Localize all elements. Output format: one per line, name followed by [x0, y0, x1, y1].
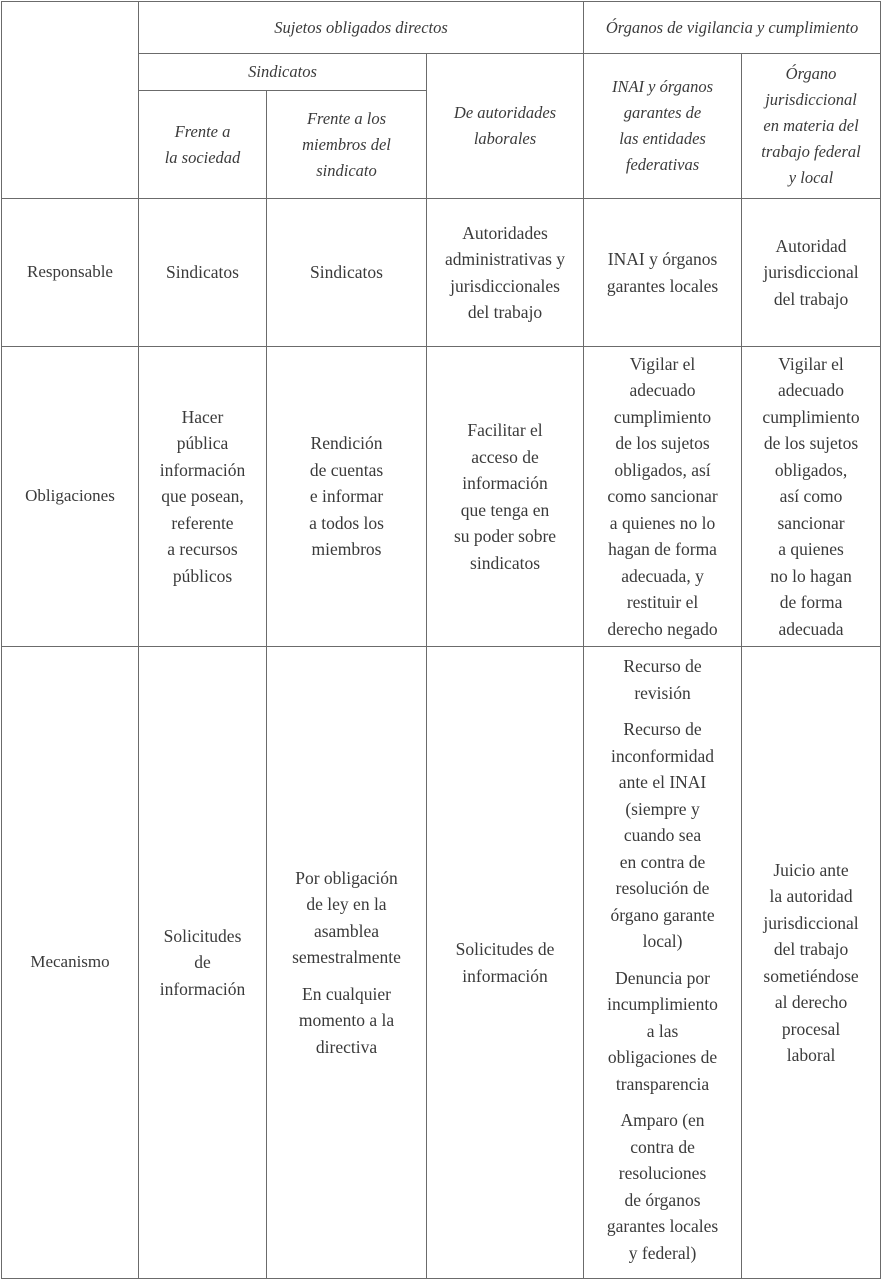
header-inai: INAI y órganos garantes de las entidades federativas: [584, 54, 742, 199]
mecanismo-inai-item: Denuncia por incumplimiento a las obligaciones de transparencia: [607, 967, 718, 1094]
row-responsable: [2, 199, 881, 347]
row-label-responsable: Responsable: [2, 199, 139, 347]
corner-cell: [2, 2, 139, 199]
cell-obligaciones-autoridades: Facilitar el acceso de información que tenga en su poder sobre sindicatos: [427, 347, 584, 647]
header-group-vigilance: Órganos de vigilancia y cumplimiento: [584, 2, 881, 54]
header-sociedad: Frente a la sociedad: [139, 91, 267, 199]
transparency-table: [1, 1, 881, 1279]
header-group-direct: Sujetos obligados directos: [139, 2, 584, 54]
row-mecanismo: [2, 647, 881, 1279]
cell-responsable-autoridades: Autoridades administrativas y jurisdiccionales del trabajo: [427, 199, 584, 347]
cell-responsable-organo: Autoridad jurisdiccional del trabajo: [742, 199, 881, 347]
header-sindicatos: Sindicatos: [139, 54, 427, 91]
cell-responsable-miembros: Sindicatos: [267, 199, 427, 347]
cell-mecanismo-organo: Juicio ante la autoridad jurisdiccional del trabajo sometiéndose al derecho procesal laboral: [742, 647, 881, 1279]
cell-responsable-sociedad: Sindicatos: [139, 199, 267, 347]
cell-mecanismo-sociedad: Solicitudes de información: [139, 647, 267, 1279]
cell-obligaciones-miembros: Rendición de cuentas e informar a todos los miembros: [267, 347, 427, 647]
header-organo: Órgano jurisdiccional en materia del trabajo federal y local: [742, 54, 881, 199]
mecanismo-inai-item: Amparo (en contra de resoluciones de órganos garantes locales y federal): [606, 1110, 719, 1263]
cell-responsable-inai: INAI y órganos garantes locales: [584, 199, 742, 347]
row-label-mecanismo: Mecanismo: [2, 647, 139, 1279]
mecanismo-miembros-item: En cualquier momento a la directiva: [298, 983, 395, 1057]
header-autoridades: De autoridades laborales: [427, 54, 584, 199]
header-row-groups: [2, 2, 881, 54]
mecanismo-inai-item: Recurso de inconformidad ante el INAI (siempre y cuando sea en contra de resolución de órgano garante local): [610, 719, 715, 951]
row-label-obligaciones: Obligaciones: [2, 347, 139, 647]
cell-mecanismo-miembros: [267, 647, 427, 1279]
cell-mecanismo-autoridades: Solicitudes de información: [427, 647, 584, 1279]
mecanismo-inai-item: Recurso de revisión: [623, 656, 702, 703]
cell-obligaciones-organo: Vigilar el adecuado cumplimiento de los sujetos obligados, así como sancionar a quienes no lo hagan de forma adecuada: [742, 347, 881, 647]
header-miembros: Frente a los miembros del sindicato: [267, 91, 427, 199]
mecanismo-miembros-item: Por obligación de ley en la asamblea semestralmente: [292, 867, 401, 968]
row-obligaciones: [2, 347, 881, 647]
cell-obligaciones-sociedad: Hacer pública información que posean, referente a recursos públicos: [139, 347, 267, 647]
cell-obligaciones-inai: Vigilar el adecuado cumplimiento de los sujetos obligados, así como sancionar a quienes no lo hagan de forma adecuada, y restituir el derecho negado: [584, 347, 742, 647]
cell-mecanismo-inai: [584, 647, 742, 1279]
